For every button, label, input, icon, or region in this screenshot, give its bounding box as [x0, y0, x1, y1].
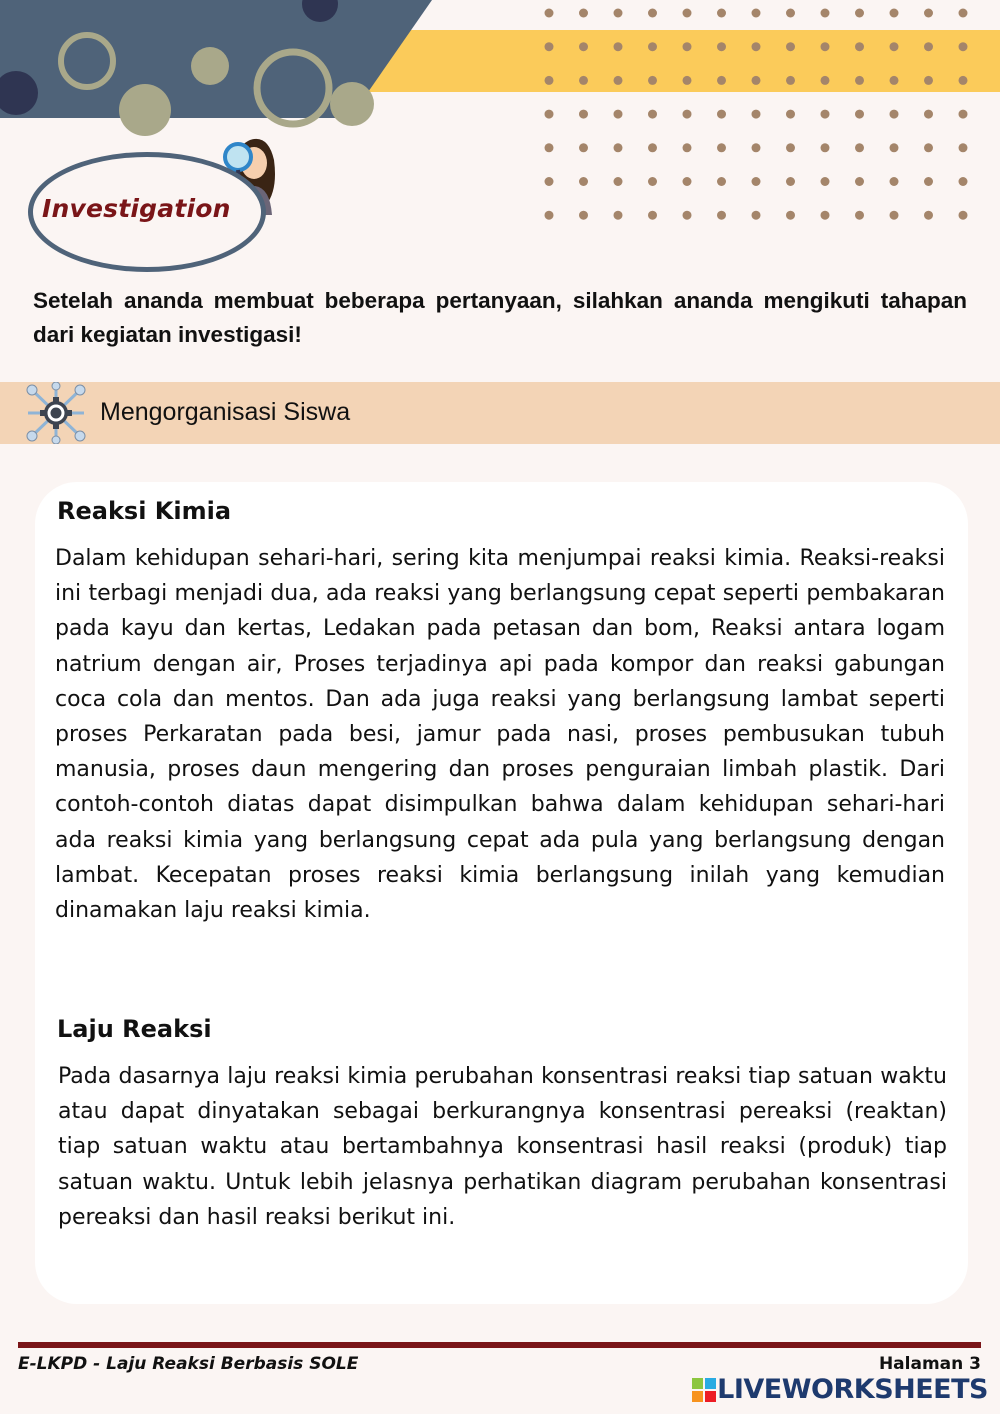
decor-dot [648, 110, 657, 119]
decor-dot [579, 211, 588, 220]
liveworksheets-brand[interactable]: LIVEWORKSHEETS [717, 1374, 988, 1405]
decor-dot [545, 42, 554, 51]
decor-dot [890, 9, 899, 18]
decor-dot [959, 110, 968, 119]
decor-dot [545, 211, 554, 220]
page-number: Halaman 3 [878, 1354, 981, 1374]
decor-dot [786, 211, 795, 220]
decor-dot [924, 9, 933, 18]
decor-dot [648, 42, 657, 51]
decor-dot [545, 110, 554, 119]
decor-dot [890, 110, 899, 119]
decor-dot [890, 177, 899, 186]
decor-dot [786, 177, 795, 186]
decor-dot [683, 42, 692, 51]
decor-dot [855, 211, 864, 220]
decor-dot [959, 177, 968, 186]
decor-dot [579, 9, 588, 18]
decor-dot [648, 9, 657, 18]
network-gear-icon [24, 382, 88, 444]
paragraph-reaksi-kimia: Dalam kehidupan sehari-hari, sering kita menjumpai reaksi kimia. Reaksi-reaksi ini terbagi menjadi dua, ada reaksi yang berlangsung cepat seperti pembakaran pada kayu dan kertas, Ledakan pada petasan dan bom, Reaksi antara logam natrium dengan air, Proses terjadinya api pada kompor dan reaksi gabungan coca cola dan mentos. Dan ada juga reaksi yang berlangsung lambat seperti proses Perkaratan pada besi, jamur pada nasi, proses pembusukan tubuh manusia, proses daun mengering dan proses penguraian limbah plastik. Dari contoh-contoh diatas dapat disimpulkan bahwa dalam kehidupan sehari-hari ada reaksi kimia yang berlangsung cepat ada pula yang berlangsung dengan lambat. Kecepatan proses reaksi kimia berlangsung inilah yang kemudian dinamakan laju reaksi kimia. [55, 546, 945, 924]
decor-dot [786, 76, 795, 85]
decor-dot [855, 76, 864, 85]
liveworksheets-logo-icon [692, 1378, 716, 1402]
decor-dot [752, 76, 761, 85]
decor-dot [752, 42, 761, 51]
decor-dot [821, 143, 830, 152]
decor-dot [890, 42, 899, 51]
decor-dot [890, 143, 899, 152]
decor-dot [614, 177, 623, 186]
decor-dot [752, 143, 761, 152]
decor-dot [717, 110, 726, 119]
decor-dot [579, 143, 588, 152]
footer-title: E-LKPD - Laju Reaksi Berbasis SOLE [18, 1354, 359, 1374]
heading-laju-reaksi: Laju Reaksi [57, 1015, 212, 1043]
decor-dot [855, 177, 864, 186]
decor-dot [683, 9, 692, 18]
decor-dot [855, 110, 864, 119]
decor-dot [821, 177, 830, 186]
footer-divider [18, 1342, 981, 1348]
decor-dot [683, 177, 692, 186]
decor-dot [924, 42, 933, 51]
decor-dot [855, 143, 864, 152]
decor-dot [786, 110, 795, 119]
section-title: Mengorganisasi Siswa [100, 398, 351, 426]
decor-dot [821, 42, 830, 51]
decor-dot [890, 76, 899, 85]
decor-dot [683, 211, 692, 220]
decor-dot [924, 177, 933, 186]
badge-label: Investigation [42, 194, 231, 223]
decor-dot [959, 76, 968, 85]
decor-dot [752, 211, 761, 220]
decor-dot [717, 9, 726, 18]
decor-dot [717, 211, 726, 220]
decor-dot [648, 143, 657, 152]
decor-dot [579, 177, 588, 186]
decor-dot [717, 76, 726, 85]
intro-instruction: Setelah ananda membuat beberapa pertanyaan, silahkan ananda mengikuti tahapan dari kegiatan investigasi! [33, 288, 967, 347]
decor-dot [786, 143, 795, 152]
paragraph-laju-reaksi: Pada dasarnya laju reaksi kimia perubahan konsentrasi reaksi tiap satuan waktu atau dapat dinyatakan sebagai berkurangnya konsentrasi pereaksi (reaktan) tiap satuan waktu atau bertambahnya konsentrasi hasil reaksi (produk) tiap satuan waktu. Untuk lebih jelasnya perhatikan diagram perubahan konsentrasi pereaksi dan hasil reaksi berikut ini. [58, 1064, 947, 1230]
decor-dot [821, 211, 830, 220]
decor-dot [683, 110, 692, 119]
decor-dot [855, 9, 864, 18]
decor-dot [614, 76, 623, 85]
decor-dot [924, 143, 933, 152]
decor-dot [545, 143, 554, 152]
decor-dot [614, 211, 623, 220]
decor-dot [545, 76, 554, 85]
decor-dot [959, 211, 968, 220]
decor-dot [924, 211, 933, 220]
decor-dot [717, 42, 726, 51]
decor-dot [821, 9, 830, 18]
decor-dot [821, 110, 830, 119]
decor-dot [545, 177, 554, 186]
heading-reaksi-kimia: Reaksi Kimia [57, 497, 232, 525]
decor-dot [752, 110, 761, 119]
decor-dot [924, 76, 933, 85]
decor-dot [614, 110, 623, 119]
decor-dot [821, 76, 830, 85]
decor-dot [648, 211, 657, 220]
decor-dot [579, 42, 588, 51]
decor-dot [752, 177, 761, 186]
decor-dot [959, 9, 968, 18]
decor-dot [786, 42, 795, 51]
decor-dot [959, 42, 968, 51]
decor-dot [579, 76, 588, 85]
decor-dot [648, 76, 657, 85]
decor-dot [717, 143, 726, 152]
decor-dot [614, 9, 623, 18]
decor-dot [648, 177, 657, 186]
decor-dot [786, 9, 795, 18]
decor-dot [890, 211, 899, 220]
decor-dot [924, 110, 933, 119]
decor-dot [683, 76, 692, 85]
decor-dot [717, 177, 726, 186]
decor-dot [855, 42, 864, 51]
decor-dot [752, 9, 761, 18]
decor-dot [614, 42, 623, 51]
decor-dot [545, 9, 554, 18]
decor-dot [579, 110, 588, 119]
decor-dot [959, 143, 968, 152]
decor-dot [683, 143, 692, 152]
decor-dot [614, 143, 623, 152]
